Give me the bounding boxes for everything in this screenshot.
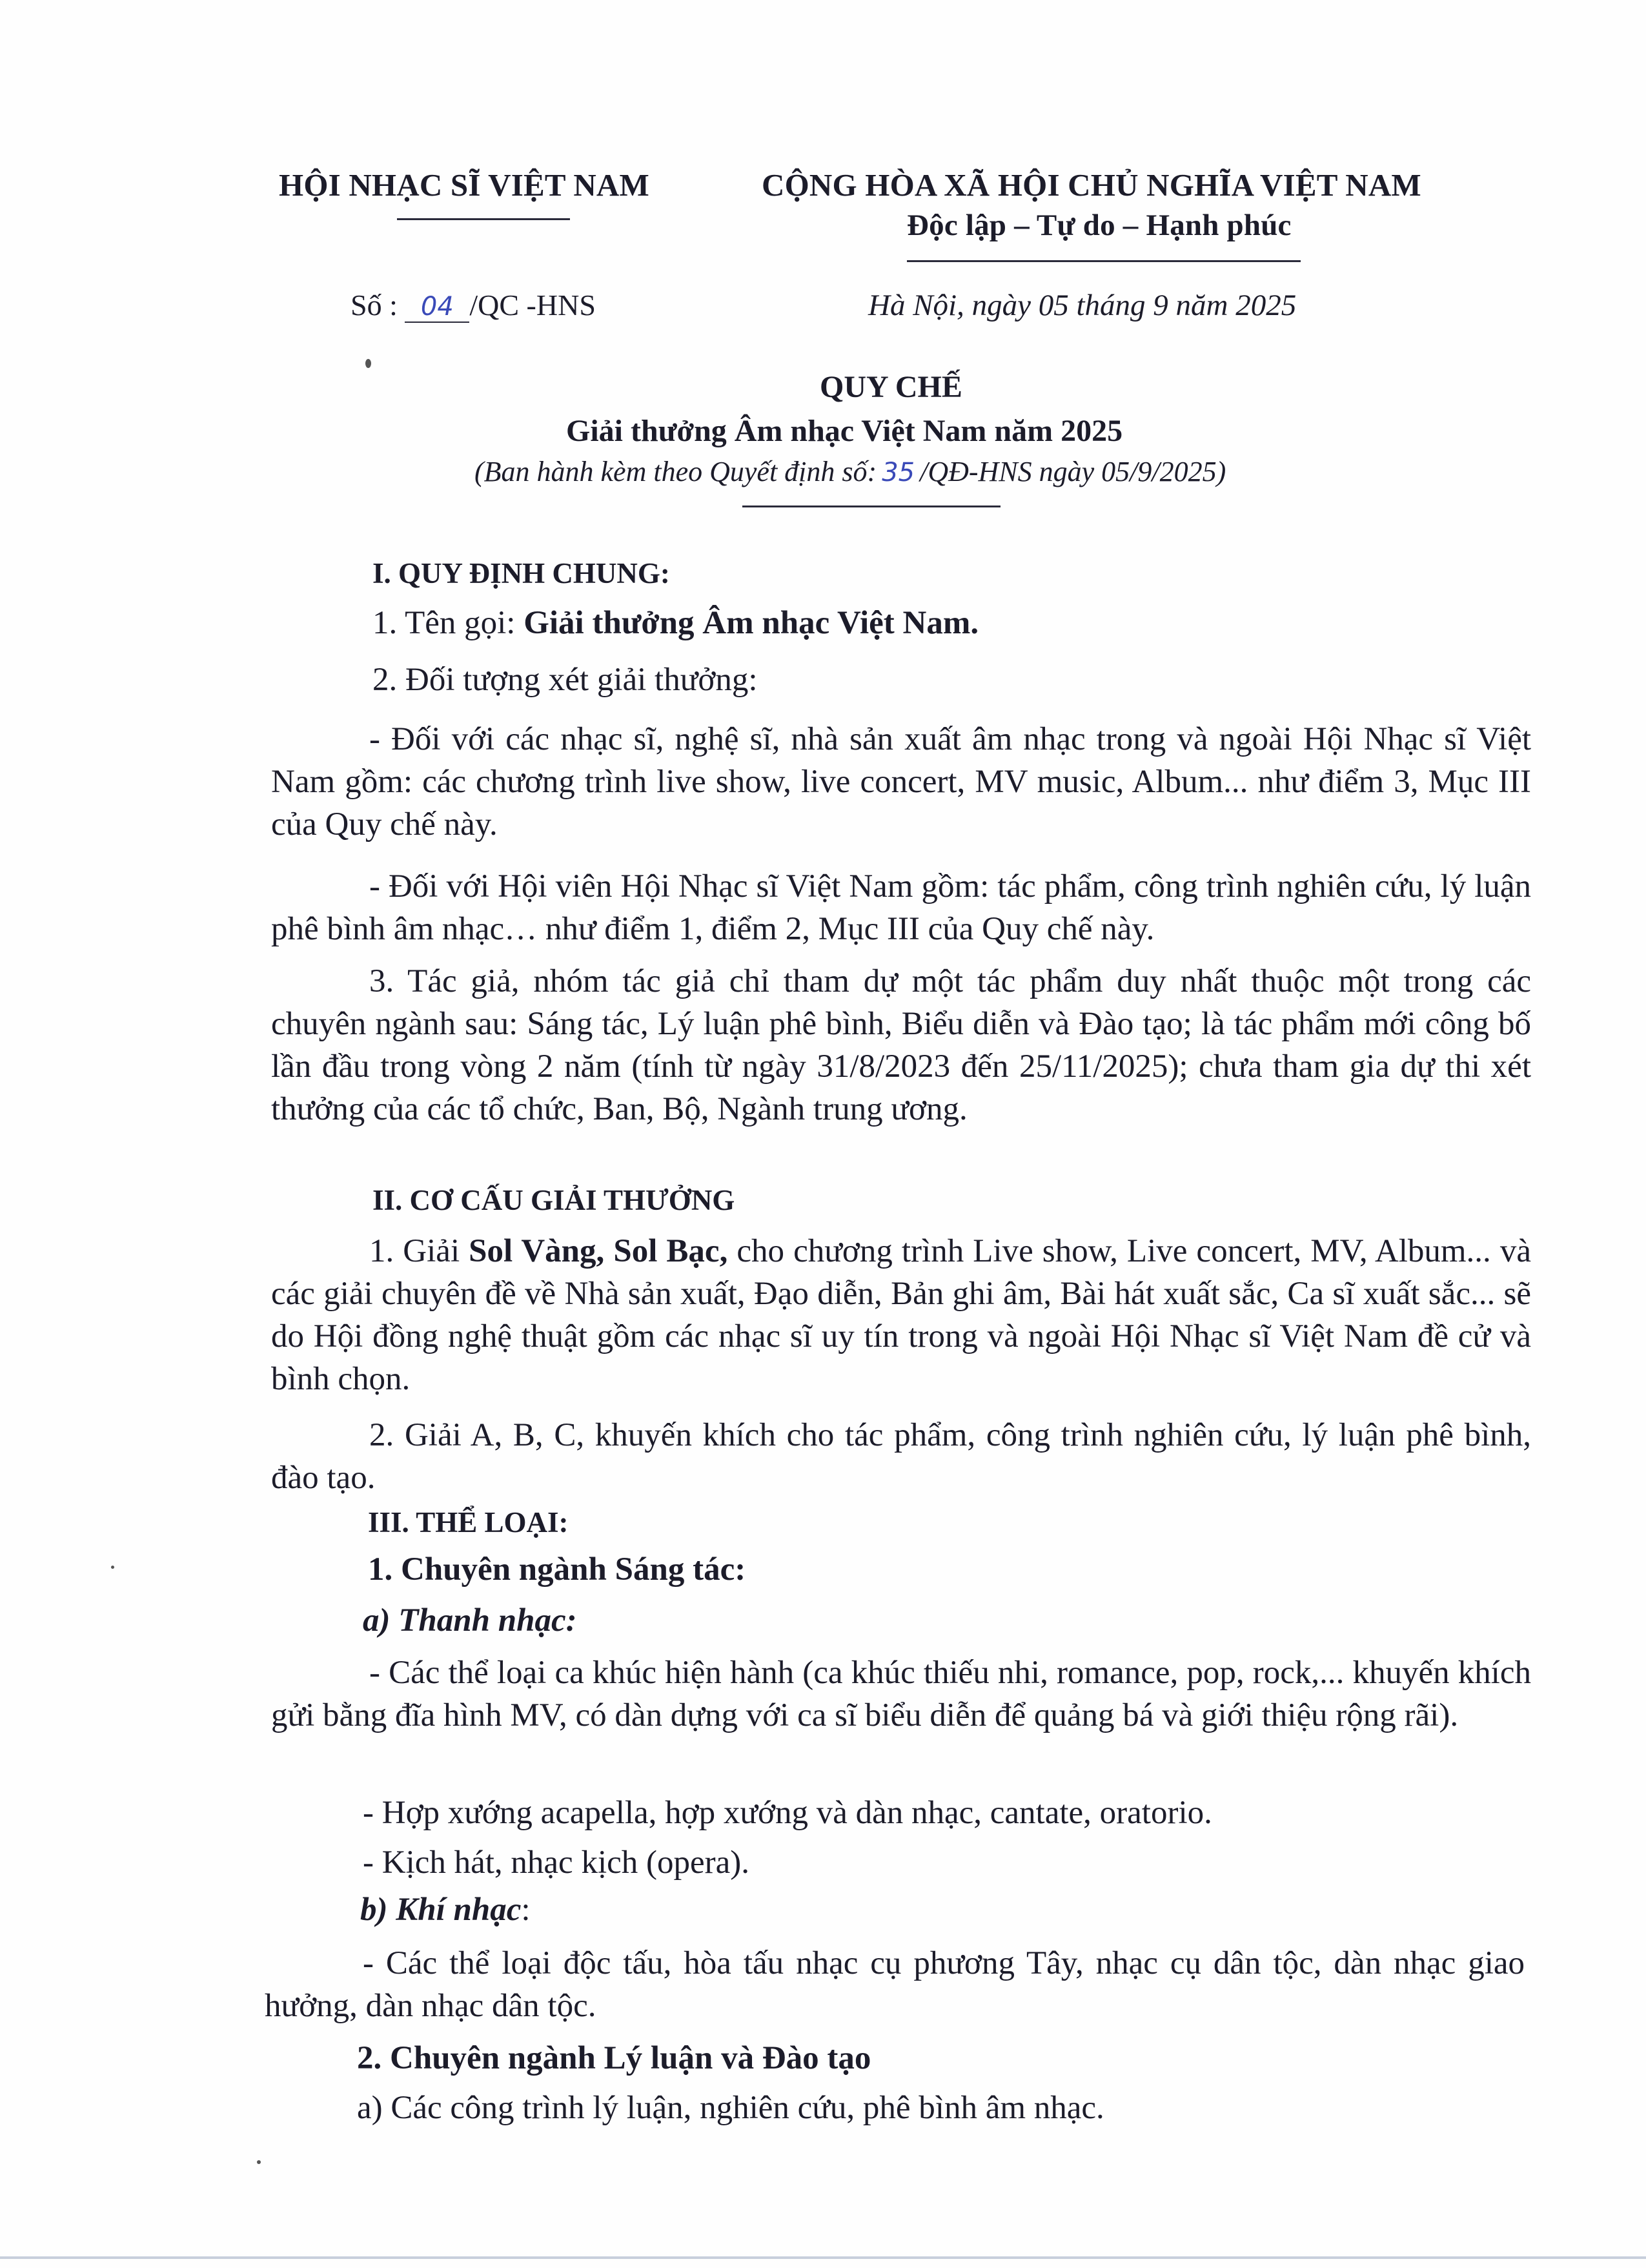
org-name: HỘI NHẠC SĨ VIỆT NAM xyxy=(279,167,649,203)
org-underline xyxy=(397,218,570,220)
sol-description: cho chương trình Live show, Live concert, MV, Album... và các giải chuyên đề về Nhà sản xuất, Đạo diễn, Bản ghi âm, Bài hát xuất sắc, Ca sĩ xuất sắc... sẽ do Hội đồng nghệ thuật gồm các nhạc sĩ uy tín trong và ngoài Hội Nhạc sĩ Việt Nam đề cử và bình chọn. xyxy=(271,1233,1531,1397)
eligibility-heading: 2. Đối tượng xét giải thưởng: xyxy=(372,662,758,698)
issuance-note xyxy=(474,455,1226,488)
instrumental-colon: : xyxy=(521,1892,531,1928)
award-name-label: 1. Tên gọi: xyxy=(372,605,524,641)
title-underline xyxy=(742,506,1001,507)
vocal-paragraph-songs: - Các thể loại ca khúc hiện hành (ca khúc thiếu nhi, romance, pop, rock,... khuyến khích gửi bằng đĩa hình MV, có dàn dựng với ca sĩ biểu diễn để quảng bá và giới thiệu rộng rãi). xyxy=(271,1655,1531,1733)
motto-underline xyxy=(907,260,1301,262)
section-heading-2: II. CƠ CẤU GIẢI THƯỞNG xyxy=(372,1184,735,1216)
award-structure-abc: 2. Giải A, B, C, khuyến khích cho tác phẩm, công trình nghiên cứu, lý luận phê bình, đào tạo. xyxy=(271,1417,1531,1496)
handwritten-decision-number: 35 xyxy=(882,458,915,487)
eligibility-paragraph-members: - Đối với Hội viên Hội Nhạc sĩ Việt Nam gồm: tác phẩm, công trình nghiên cứu, lý luận phê bình âm nhạc… như điểm 1, điểm 2, Mục III của Quy chế này. xyxy=(271,868,1531,947)
document-title: QUY CHẾ xyxy=(820,370,962,404)
award-structure-sol xyxy=(271,1230,1531,1400)
sol-prefix: 1. Giải xyxy=(369,1233,469,1269)
document-subtitle: Giải thưởng Âm nhạc Việt Nam năm 2025 xyxy=(566,414,1123,448)
scan-speck xyxy=(111,1566,114,1569)
note-suffix: /QĐ-HNS ngày 05/9/2025) xyxy=(920,456,1226,487)
composition-heading: 1. Chuyên ngành Sáng tác: xyxy=(368,1551,746,1588)
vocal-paragraph-opera: - Kịch hát, nhạc kịch (opera). xyxy=(363,1844,749,1881)
instrumental-paragraph: - Các thể loại độc tấu, hòa tấu nhạc cụ phương Tây, nhạc cụ dân tộc, dàn nhạc giao hưởng, dàn nhạc dân tộc. xyxy=(265,1945,1525,2024)
note-prefix: (Ban hành kèm theo Quyết định số: xyxy=(474,456,877,487)
place-date: Hà Nội, ngày 05 tháng 9 năm 2025 xyxy=(868,289,1297,322)
sol-awards: Sol Vàng, Sol Bạc, xyxy=(469,1233,728,1269)
vocal-paragraph-choral: - Hợp xướng acapella, hợp xướng và dàn nhạc, cantate, oratorio. xyxy=(363,1795,1212,1831)
number-prefix: Số : xyxy=(351,289,398,322)
theory-heading: 2. Chuyên ngành Lý luận và Đào tạo xyxy=(357,2040,871,2076)
section-heading-1: I. QUY ĐỊNH CHUNG: xyxy=(372,557,670,589)
award-name-line xyxy=(372,602,979,644)
vocal-heading: a) Thanh nhạc: xyxy=(363,1602,577,1639)
instrumental-label: b) Khí nhạc xyxy=(360,1892,522,1928)
national-motto: Độc lập – Tự do – Hạnh phúc xyxy=(907,209,1292,242)
document-number xyxy=(351,288,596,323)
handwritten-number: 04 xyxy=(405,292,469,323)
eligibility-paragraph-authors: 3. Tác giả, nhóm tác giả chỉ tham dự một tác phẩm duy nhất thuộc một trong các chuyên ngành sau: Sáng tác, Lý luận phê bình, Biểu diễn và Đào tạo; là tác phẩm mới công bố lần đầu trong vòng 2 năm (tính từ ngày 31/8/2023 đến 25/11/2025); chưa tham gia dự thi xét thưởng của các tổ chức, Ban, Bộ, Ngành trung ương. xyxy=(271,963,1531,1127)
section-heading-3: III. THỂ LOẠI: xyxy=(368,1506,569,1538)
instrumental-heading xyxy=(360,1888,531,1931)
award-name-value: Giải thưởng Âm nhạc Việt Nam. xyxy=(523,605,979,641)
scan-speck xyxy=(365,359,371,368)
eligibility-paragraph-artists: - Đối với các nhạc sĩ, nghệ sĩ, nhà sản xuất âm nhạc trong và ngoài Hội Nhạc sĩ Việt Nam gồm: các chương trình live show, live concert, MV music, Album... như điểm 3, Mục III của Quy chế này. xyxy=(271,721,1531,843)
scan-speck xyxy=(257,2160,261,2164)
country-name: CỘNG HÒA XÃ HỘI CHỦ NGHĨA VIỆT NAM xyxy=(762,167,1421,203)
theory-paragraph: a) Các công trình lý luận, nghiên cứu, phê bình âm nhạc. xyxy=(357,2090,1104,2126)
number-suffix: /QC -HNS xyxy=(469,289,596,322)
scan-bottom-edge xyxy=(0,2256,1646,2259)
